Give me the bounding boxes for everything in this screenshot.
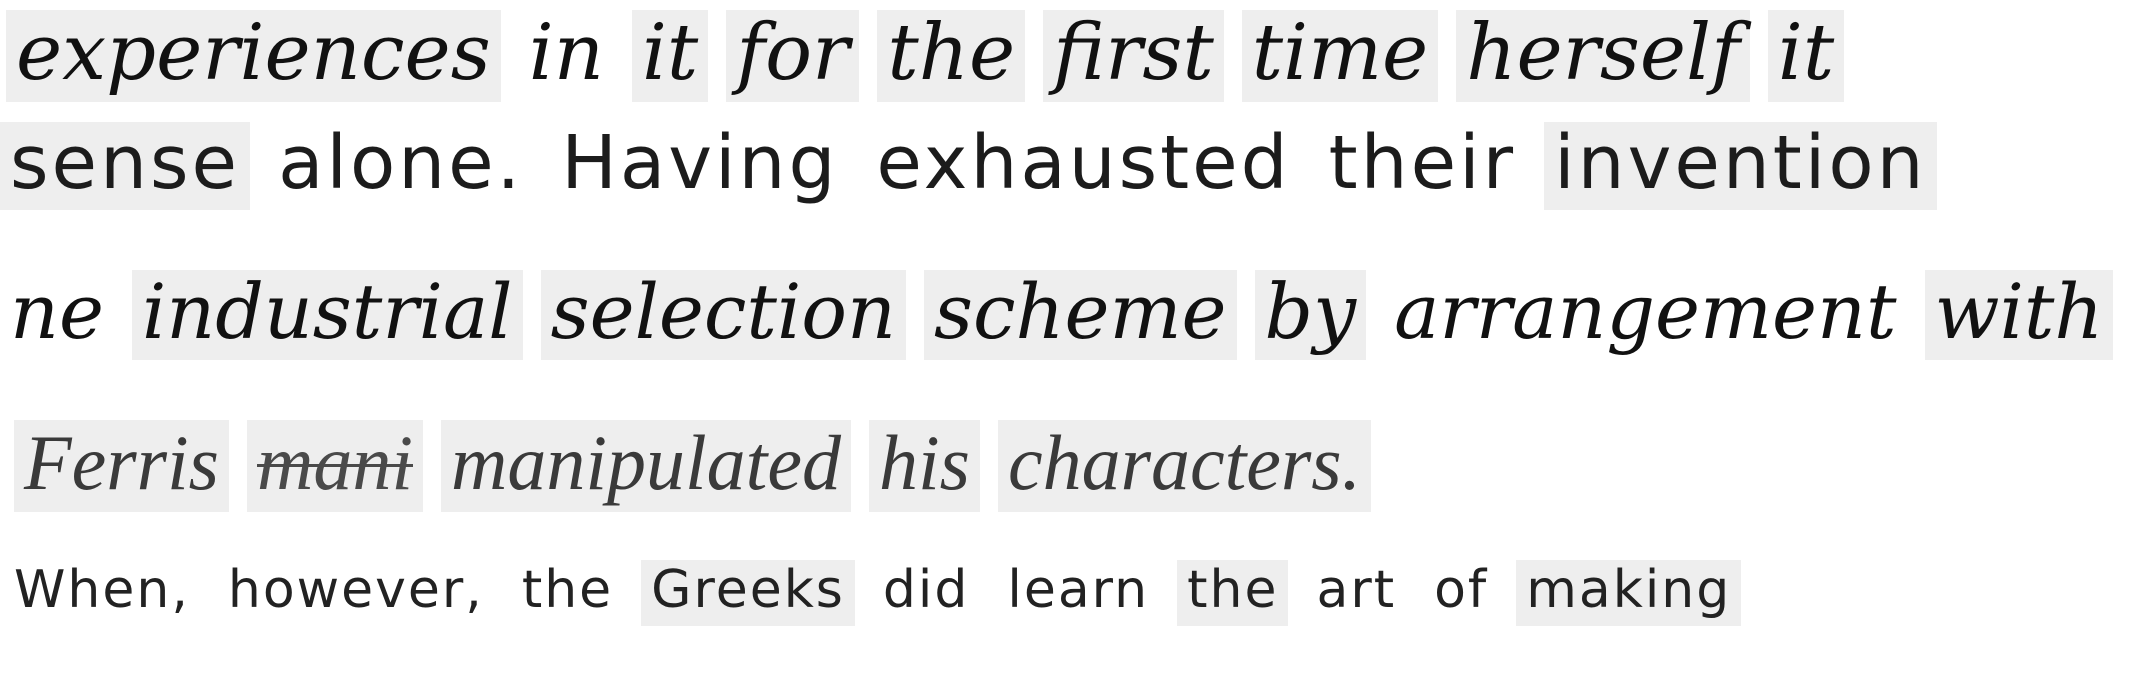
struck-word: mani [247,420,423,512]
word: did [882,560,970,620]
word: Having [561,120,839,206]
word: their [1328,120,1517,206]
word: manipulated [441,420,851,512]
word: When, [14,560,190,620]
word: in [528,8,604,98]
word: exhausted [876,120,1291,206]
word: sense [0,122,250,210]
word: art [1316,560,1397,620]
word: making [1516,560,1741,626]
word: scheme [924,270,1237,360]
word: the [877,10,1025,102]
word: of [1434,560,1489,620]
text-line-3 [0,267,2131,360]
word: the [521,560,614,620]
text-line-5 [4,560,1759,626]
word: his [869,420,980,512]
word: characters. [998,420,1371,512]
word: it [1768,10,1844,102]
word: ne [10,267,104,356]
text-line-1 [6,10,1862,102]
text-line-4 [14,420,1389,512]
word: herself [1456,10,1750,102]
word: selection [541,270,906,360]
word: learn [1007,560,1150,620]
word: industrial [132,270,523,360]
word: invention [1544,122,1936,210]
word: the [1177,560,1288,626]
text-line-2 [0,122,1955,210]
word: arrangement [1394,267,1897,356]
word: time [1242,10,1438,102]
word: alone. [278,120,524,206]
word: with [1925,270,2114,360]
word: for [726,10,859,102]
word: however, [227,560,484,620]
word: it [632,10,708,102]
word: first [1043,10,1224,102]
word: by [1255,270,1367,360]
word: Ferris [14,420,229,512]
word: experiences [6,10,501,102]
word: Greeks [641,560,855,626]
